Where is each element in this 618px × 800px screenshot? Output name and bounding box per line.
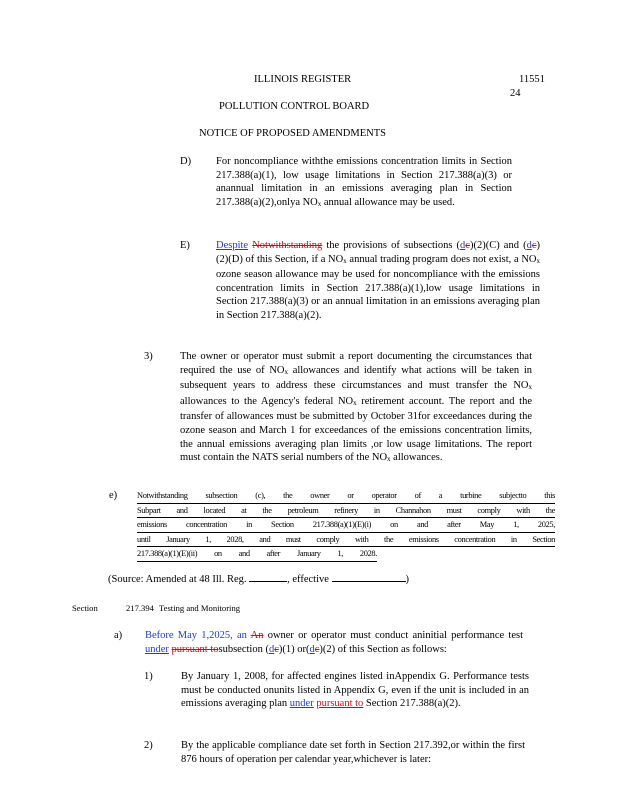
inserted-line: Notwithstanding subsection (c), the owner or operator of a turbine subjectto this bbox=[137, 489, 555, 504]
issue-number: 24 bbox=[510, 88, 521, 99]
item-3-text: The owner or operator must submit a report documenting the circumstances that required the use of NOx allowances and identify what actions will be taken in subsequent years to address these circumstances and must transfer the NOx allowances to the Agency's federal NOx retirement account. The report and the transfer of allowances must be submitted by October 31for exceedances during the ozone season and March 1 for exceedances of the emissions concentration limits, the annual emissions averaging plan limits ,or low usage limitations. The report must contain the NATS serial numbers of the NOx allowances. bbox=[180, 351, 532, 464]
sec-a-2-text: By the applicable compliance date set forth in Section 217.392,or within the first 876 hours of operation per calendar year,whichever is later: bbox=[181, 740, 525, 765]
section-number: 217.394 bbox=[126, 603, 154, 613]
board-title: POLLUTION CONTROL BOARD bbox=[219, 101, 370, 112]
sec-a-label: a) bbox=[114, 630, 123, 641]
inserted-line: Subpart and located at the petroleum refinery in Channahon must comply with the bbox=[137, 504, 555, 519]
item-e-label: E) bbox=[180, 240, 190, 251]
inserted-line: until January 1, 2028, and must comply with the emissions concentration in Section bbox=[137, 533, 555, 548]
inserted-text: pursuant to bbox=[316, 698, 364, 710]
deleted-text: Notwithstanding bbox=[252, 240, 323, 251]
inserted-line: emissions concentration in Section 217.388(a)(1)(E)(i) on and after May 1, 2025, bbox=[137, 518, 555, 533]
inserted-line: 217.388(a)(1)(E)(ii) on and after January 1, 2028. bbox=[137, 547, 377, 562]
item-e-text: Despite Notwithstanding the provisions of subsections (dc)(2)(C) and (dc)(2)(D) of this Section, if a NOx annual trading program does not exist, a NOx ozone season allowance may be used for noncompliance with the emissions concentration limits in Section 217.388(a)(1),low usage limitations in Section 217.388(a)(3) or an annual limitation in an emissions averaging plan in Section 217.388(a)(2). bbox=[216, 240, 540, 321]
item-e-new-text bbox=[137, 489, 555, 562]
inserted-text: under bbox=[289, 698, 314, 710]
item-3-label: 3) bbox=[144, 351, 153, 362]
notice-title: NOTICE OF PROPOSED AMENDMENTS bbox=[199, 128, 386, 139]
section-title: Testing and Monitoring bbox=[159, 603, 241, 613]
deleted-text: An bbox=[250, 630, 264, 641]
register-title: ILLINOIS REGISTER bbox=[254, 74, 352, 85]
item-e-new-label: e) bbox=[109, 490, 118, 501]
effective-blank bbox=[332, 581, 406, 582]
source-note: (Source: Amended at 48 Ill. Reg. , effective ) bbox=[108, 574, 410, 585]
sec-a-1-text: By January 1, 2008, for affected engines listed inAppendix G. Performance tests must be conducted onunits listed in Appendix G, even if the unit is included in an emissions averaging plan under pursuant to Section 217.388(a)(2). bbox=[181, 671, 529, 710]
inserted-text: Before May 1,2025, an bbox=[145, 630, 247, 641]
section-label: Section bbox=[72, 603, 98, 613]
inserted-text: Despite bbox=[216, 240, 249, 251]
deleted-text: pursuant to bbox=[171, 643, 219, 655]
inserted-text: under bbox=[145, 643, 169, 655]
sec-a-text: Before May 1,2025, an An owner or operator must conduct aninitial performance test under pursuant tosubsection (dc)(1) or(dc)(2) of this Section as follows: bbox=[145, 630, 524, 655]
reg-blank bbox=[249, 581, 287, 582]
item-d-label: D) bbox=[180, 156, 192, 167]
sec-a-2-label: 2) bbox=[144, 740, 153, 751]
sec-a-1-label: 1) bbox=[144, 671, 153, 682]
page-number: 11551 bbox=[519, 74, 545, 85]
item-d-text: For noncompliance withthe emissions concentration limits in Section 217.388(a)(1), low usage limitations in Section 217.388(a)(3) or anannual limitation in an emissions averaging plan in Section 217.388(a)(2),onlya NOx annual allowance may be used. bbox=[216, 156, 512, 208]
